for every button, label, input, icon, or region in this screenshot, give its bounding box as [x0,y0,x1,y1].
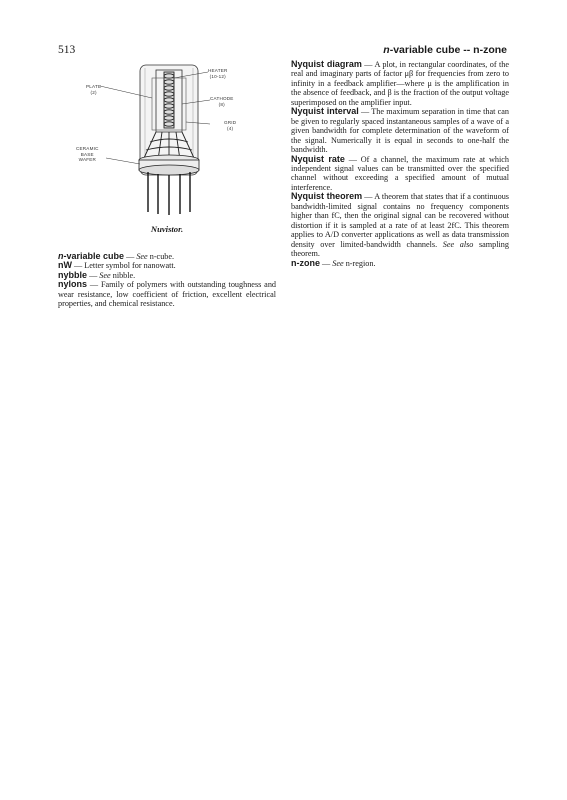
label-grid-num: (4) [227,125,234,131]
label-plate-num: (2) [90,89,97,95]
right-column [291,60,509,268]
entry-term: nW [58,260,72,271]
entry-text: The maximum separation in time that can be given to regularly spaced instantaneous samples of a wave of a given bandwidth for complete determination of the waveform of the signal. Numerically it is equal in seconds to one-half the bandwidth. [291,107,509,155]
left-column [58,252,276,309]
entry-dash: — [320,258,333,268]
entry-nyquist-interval [291,107,509,154]
entry-term: Nyquist rate [291,153,345,164]
entry-see-also: See also [437,239,474,249]
entry-dash: — [124,252,137,261]
label-cathode [210,96,234,107]
entry-dash: — [72,261,85,271]
label-cathode-text: CATHODE [210,96,234,101]
figure-caption: Nuvistor. [150,224,184,234]
entry-dash: — [344,154,361,164]
entry-text: nibble. [110,270,136,280]
entry-term: nybble [58,269,88,280]
entry-text: Of a channel, the maximum rate at which independent signal values can be transmitted over the specified channel without exceeding a specified amount of mutual interference. [291,154,510,192]
entry-see: See [332,258,344,268]
label-ceramic-text: CERAMIC [76,146,99,151]
entry-text: Letter symbol for nanowatt. [84,261,176,271]
label-ceramic-base-wafer [76,146,99,163]
entry-text: Family of polymers with outstanding toughness and wear resistance, low coefficient of friction, excellent electrical properties, and chemical resistance. [58,280,277,309]
running-head-prefix: n [383,44,390,56]
entry-text: A plot, in rectangular coordinates, of the real and imaginary parts of factor μβ for frequencies from zero to infinity in a feedback amplifier—where μ is the amplification in the absence of feedback, and β is the fraction of the output voltage superimposed on the amplifier input. [291,60,509,107]
entry-see: See [99,270,111,280]
label-grid-text: GRID [224,120,237,125]
entry-term: Nyquist theorem [291,191,363,202]
entry-dash: — [87,270,100,280]
label-heater-text: HEATER [208,68,228,73]
entry-nyquist-diagram [291,60,509,107]
entry-term-rest: -variable cube [63,251,125,261]
entry-text-tail: sampling theorem. [291,239,509,259]
entry-dash: — [87,280,101,290]
entry-text: n-cube. [147,252,175,261]
label-plate [86,84,101,95]
running-head-rest: -variable cube -- n-zone [389,44,507,56]
entry-nylons [58,280,276,308]
entry-nyquist-rate [291,155,509,193]
page-number: 513 [58,44,76,56]
entry-n-zone [291,259,509,268]
entry-nybble [58,271,276,280]
label-base-text: BASE [80,151,94,157]
label-cathode-num: (8) [218,101,225,107]
label-grid [224,120,236,131]
entry-term: nylons [58,279,88,290]
label-heater-num: (10-12) [209,73,226,79]
entry-term: Nyquist interval [291,106,359,117]
entry-nyquist-theorem [291,192,509,258]
entry-term: Nyquist diagram [291,59,362,69]
label-plate-text: PLATE [86,84,102,89]
entry-term-italic: n [58,251,64,261]
label-wafer-text: WAFER [78,157,96,163]
label-heater [208,68,228,79]
entry-see: See [136,252,148,261]
entry-text: A theorem that states that if a continuous bandwidth-limited signal contains no frequency components higher than fC, then the original signal can be recovered without distortion if it is sampled at a rate of at least 2fC. This theorem applies to A/D converter applications as well as data transmission density over limited-bandwidth channels. [291,192,509,249]
entry-text: n-region. [343,258,376,268]
entry-dash: — [361,60,375,69]
entry-nw [58,261,276,270]
entry-dash: — [362,192,375,202]
nuvistor-figure [58,62,276,220]
running-head [383,44,507,56]
entry-term: n-zone [291,257,320,268]
entry-dash: — [358,107,372,117]
